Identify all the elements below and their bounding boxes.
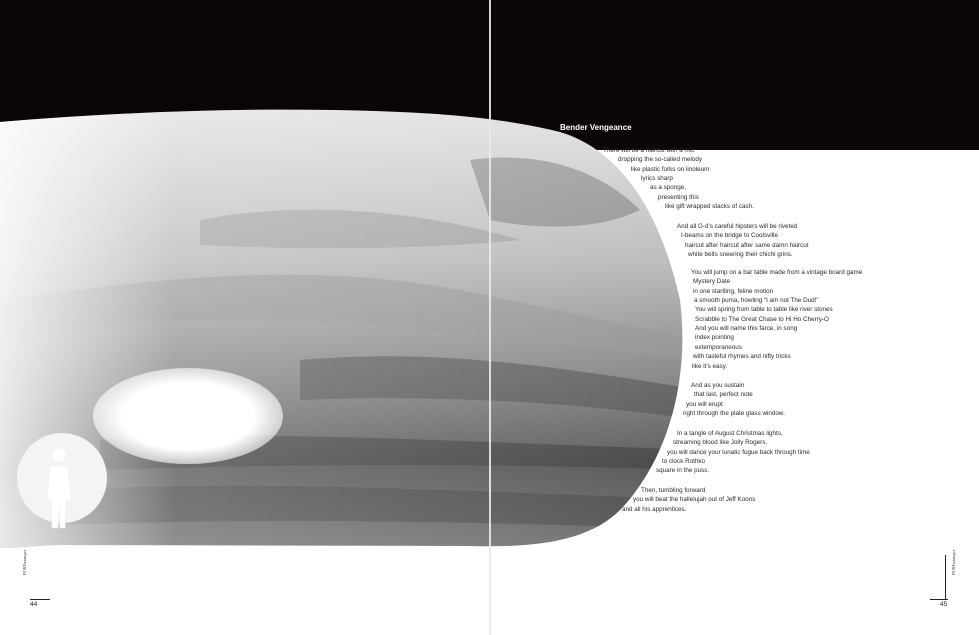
magazine-name-right: POSTstranger	[951, 549, 956, 575]
poem-line: you will beat the hallelujah out of Jeff Koons	[633, 496, 756, 504]
poem-line: dropping the so-called melody	[618, 156, 703, 164]
poem-line: to clock Rothko	[662, 458, 706, 466]
poem-line: streaming blood like Jolly Rogers,	[673, 439, 768, 447]
poem-line: presenting this	[658, 193, 699, 201]
poem-line: that last, perfect note	[694, 391, 753, 399]
poem-line: white belts sneering their chichi grins.	[688, 251, 793, 259]
poem-line: You will spring from table to table like river stones	[695, 306, 833, 314]
poem-line: in one startling, feline motion	[693, 287, 774, 295]
poem-line: lyrics sharp	[641, 175, 673, 183]
poem-line: And as you sustain	[691, 382, 745, 389]
poem-line: And you will name this farce, in song	[695, 325, 798, 333]
poem-line: index pointing	[695, 334, 734, 342]
poem-line: I-beams on the bridge to Coolsville	[681, 232, 778, 240]
poem-line: haircut after haircut after same damn haircut	[685, 241, 809, 249]
page-number-left: 44	[30, 601, 38, 608]
poem-line: like plastic forks on linoleum	[631, 165, 710, 173]
poem-line: Scrabble to The Great Chase to Hi Ho Cherry-O	[695, 315, 829, 323]
page-gutter	[489, 0, 491, 635]
poem-title: Bender Vengeance	[560, 123, 632, 132]
poem-line: There will be a haircut with a mic	[603, 147, 695, 154]
poem-line: as a sponge,	[650, 184, 687, 192]
poem-line: you will erupt	[686, 400, 723, 408]
poem-line: and all his apprentices.	[622, 505, 687, 513]
folio-vrule-right	[945, 555, 946, 599]
poem-line: a smooth puma, howling “I am not The Dud!”	[694, 297, 819, 305]
poem-line: Mystery Date	[693, 278, 731, 286]
poem-line: And all G-d’s careful hipsters will be riveted	[677, 223, 798, 230]
poem-line: like gift wrapped stacks of cash.	[665, 203, 754, 211]
folio-rule-right	[930, 599, 948, 600]
poem-line: Then, tumbling forward	[641, 487, 706, 494]
poem-line: extemporaneous	[695, 343, 742, 351]
poem-line: In a tangle of August Christmas lights,	[677, 430, 783, 437]
poem-line: square in the puss.	[656, 467, 710, 475]
poem-line: right through the plate glass window.	[683, 410, 785, 418]
poem-line: like it’s easy.	[692, 362, 728, 370]
white-cloud-shape	[93, 368, 283, 464]
poem-line: with tasteful rhymes and nifty tricks	[693, 353, 791, 361]
page-number-right: 45	[940, 601, 948, 608]
folio-rule-left	[30, 599, 50, 600]
poem-line: You will jump on a bar table made from a vintage board game	[691, 269, 863, 276]
poem-line: you will dance your lunatic fugue back through time	[667, 448, 810, 456]
magazine-name-left: POSTstranger	[22, 549, 27, 575]
